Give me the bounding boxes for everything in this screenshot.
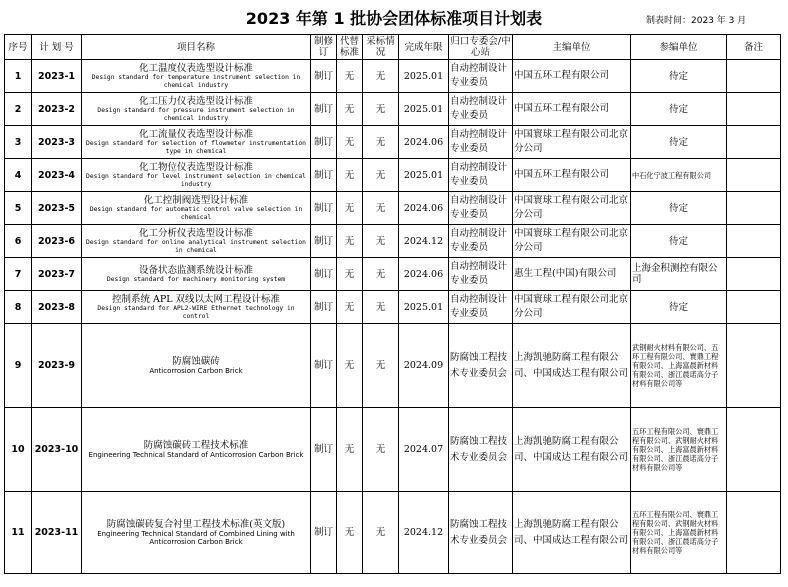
row-type: 制订: [311, 159, 337, 192]
row-replace: 无: [337, 192, 363, 225]
row-adopt: 无: [363, 126, 399, 159]
table-row: [5, 408, 781, 492]
row-chief: 中国五环工程有限公司: [513, 159, 631, 192]
table-header-row: [5, 35, 781, 60]
row-name: [82, 408, 311, 492]
row-plan-no: 2023-4: [32, 159, 82, 192]
row-name-en: Design standard for machinery monitoring system: [106, 275, 286, 283]
row-name-zh: 防腐蚀碳砖复合衬里工程技术标准(英文版): [106, 519, 286, 530]
plan-table: [4, 34, 781, 574]
row-chief: 上海凯驰防腐工程有限公司、中国成达工程有限公司: [513, 492, 631, 574]
row-type: 制订: [311, 60, 337, 93]
row-remark: [727, 324, 781, 408]
row-name-zh: 化工温度仪表选型设计标准: [138, 63, 253, 74]
table-row: [5, 225, 781, 258]
row-chief: 中国寰球工程有限公司北京分公司: [513, 225, 631, 258]
row-chief: 中国寰球工程有限公司北京分公司: [513, 126, 631, 159]
table-row: [5, 93, 781, 126]
table-row: [5, 492, 781, 574]
table-row: [5, 126, 781, 159]
row-committee: 防腐蚀工程技术专业委员会: [449, 324, 513, 408]
row-plan-no: 2023-1: [32, 60, 82, 93]
row-remark: [727, 408, 781, 492]
table-row: [5, 60, 781, 93]
row-name: [82, 291, 311, 324]
row-participants: 待定: [631, 60, 727, 93]
row-name: [82, 492, 311, 574]
row-name: [82, 93, 311, 126]
row-seq: 2: [5, 93, 32, 126]
row-type: 制订: [311, 126, 337, 159]
table-row: [5, 159, 781, 192]
row-participants: 待定: [631, 225, 727, 258]
row-adopt: 无: [363, 60, 399, 93]
row-name-zh: 防腐蚀碳砖工程技术标准: [143, 440, 249, 451]
row-type: 制订: [311, 408, 337, 492]
row-participants: 上海金积测控有限公司: [631, 258, 727, 291]
row-chief: 惠生工程(中国)有限公司: [513, 258, 631, 291]
row-plan-no: 2023-5: [32, 192, 82, 225]
row-name: [82, 126, 311, 159]
row-plan-no: 2023-10: [32, 408, 82, 492]
row-replace: 无: [337, 258, 363, 291]
row-replace: 无: [337, 159, 363, 192]
row-type: 制订: [311, 225, 337, 258]
row-adopt: 无: [363, 192, 399, 225]
row-remark: [727, 192, 781, 225]
row-year: 2024.07: [399, 408, 449, 492]
row-seq: 5: [5, 192, 32, 225]
row-remark: [727, 159, 781, 192]
row-committee: 防腐蚀工程技术专业委员会: [449, 492, 513, 574]
row-plan-no: 2023-3: [32, 126, 82, 159]
row-committee: 自动控制设计专业委员: [449, 192, 513, 225]
row-replace: 无: [337, 324, 363, 408]
row-adopt: 无: [363, 159, 399, 192]
row-committee: 自动控制设计专业委员: [449, 126, 513, 159]
row-name-zh: 防腐蚀碳砖: [172, 356, 220, 367]
row-remark: [727, 291, 781, 324]
row-chief: 中国寰球工程有限公司北京分公司: [513, 291, 631, 324]
row-adopt: 无: [363, 408, 399, 492]
row-replace: 无: [337, 492, 363, 574]
row-plan-no: 2023-2: [32, 93, 82, 126]
row-name-zh: 设备状态监测系统设计标准: [138, 264, 253, 276]
row-name-zh: 控制系统 APL 双线以太网工程设计标准: [111, 294, 281, 305]
row-name: [82, 60, 311, 93]
row-committee: 自动控制设计专业委员: [449, 258, 513, 291]
row-name-en: Design standard for temperature instrument selection in chemical industry: [91, 74, 301, 89]
row-participants: 待定: [631, 291, 727, 324]
row-name: [82, 258, 311, 291]
row-remark: [727, 93, 781, 126]
row-name: [82, 324, 311, 408]
table-row: [5, 258, 781, 291]
row-committee: 自动控制设计专业委员: [449, 93, 513, 126]
row-replace: 无: [337, 126, 363, 159]
row-committee: 自动控制设计专业委员: [449, 291, 513, 324]
row-name-zh: 化工压力仪表选型设计标准: [138, 96, 253, 107]
row-name-en: Design standard for selection of flowmeter instrumentation type in chemical: [86, 140, 306, 155]
row-year: 2024.12: [399, 225, 449, 258]
row-adopt: 无: [363, 225, 399, 258]
row-seq: 4: [5, 159, 32, 192]
row-participants: 中石化宁波工程有限公司: [631, 159, 727, 192]
row-seq: 6: [5, 225, 32, 258]
row-year: 2025.01: [399, 93, 449, 126]
header-chief: 主编单位: [513, 35, 631, 60]
row-name-en: Engineering Technical Standard of Combined Lining with Anticorrosion Carbon Brick: [97, 530, 295, 546]
row-participants: 待定: [631, 93, 727, 126]
row-seq: 11: [5, 492, 32, 574]
row-year: 2024.06: [399, 258, 449, 291]
row-year: 2024.06: [399, 126, 449, 159]
row-year: 2024.09: [399, 324, 449, 408]
row-seq: 1: [5, 60, 32, 93]
row-adopt: 无: [363, 324, 399, 408]
row-name-en: Design standard for pressure instrument selection in chemical industry: [97, 107, 295, 122]
row-plan-no: 2023-6: [32, 225, 82, 258]
row-adopt: 无: [363, 93, 399, 126]
row-replace: 无: [337, 225, 363, 258]
row-type: 制订: [311, 291, 337, 324]
row-year: 2025.01: [399, 291, 449, 324]
row-remark: [727, 225, 781, 258]
row-plan-no: 2023-7: [32, 258, 82, 291]
row-year: 2024.12: [399, 492, 449, 574]
header-type: 制修订: [311, 35, 337, 60]
row-plan-no: 2023-8: [32, 291, 82, 324]
table-row: [5, 192, 781, 225]
header-participants: 参编单位: [631, 35, 727, 60]
table-body: [5, 60, 781, 574]
row-adopt: 无: [363, 492, 399, 574]
row-type: 制订: [311, 492, 337, 574]
row-remark: [727, 258, 781, 291]
row-committee: 自动控制设计专业委员: [449, 225, 513, 258]
row-participants: 五环工程有限公司、寰鼎工程有限公司、武钢耐火材料有限公司、上海富晨新材料有限公司、浙江晨诺高分子材料有限公司等: [631, 492, 727, 574]
row-chief: 中国五环工程有限公司: [513, 60, 631, 93]
row-name-en: Design standard for APL2-WIRE Ethernet technology in control: [97, 305, 295, 320]
row-committee: 自动控制设计专业委员: [449, 159, 513, 192]
row-participants: 待定: [631, 126, 727, 159]
row-participants: 待定: [631, 192, 727, 225]
header-seq: 序号: [5, 35, 32, 60]
row-name-en: Anticorrosion Carbon Brick: [149, 367, 243, 375]
row-replace: 无: [337, 60, 363, 93]
row-name-en: Engineering Technical Standard of Anticorrosion Carbon Brick: [88, 451, 304, 459]
row-chief: 中国寰球工程有限公司北京分公司: [513, 192, 631, 225]
row-name-en: Design standard for online analytical instrument selection in chemical: [86, 239, 306, 254]
row-plan-no: 2023-9: [32, 324, 82, 408]
row-committee: 防腐蚀工程技术专业委员会: [449, 408, 513, 492]
row-adopt: 无: [363, 291, 399, 324]
row-year: 2025.01: [399, 159, 449, 192]
row-chief: 中国五环工程有限公司: [513, 93, 631, 126]
row-name: [82, 192, 311, 225]
row-remark: [727, 60, 781, 93]
row-remark: [727, 126, 781, 159]
page-title: 2023 年第 1 批协会团体标准项目计划表: [245, 9, 543, 28]
row-committee: 自动控制设计专业委员: [449, 60, 513, 93]
row-replace: 无: [337, 93, 363, 126]
row-plan-no: 2023-11: [32, 492, 82, 574]
row-seq: 9: [5, 324, 32, 408]
row-adopt: 无: [363, 258, 399, 291]
row-seq: 8: [5, 291, 32, 324]
header-committee: 归口专委会/中心站: [450, 36, 511, 58]
row-chief: 上海凯驰防腐工程有限公司、中国成达工程有限公司: [513, 408, 631, 492]
table-row: [5, 291, 781, 324]
row-type: 制订: [311, 93, 337, 126]
row-name-zh: 化工物位仪表选型设计标准: [138, 162, 253, 173]
row-chief: 上海凯驰防腐工程有限公司、中国成达工程有限公司: [513, 324, 631, 408]
header-adopt: 采标情况: [363, 35, 399, 60]
row-seq: 7: [5, 258, 32, 291]
row-name: [82, 225, 311, 258]
row-participants: 五环工程有限公司、寰鼎工程有限公司、武钢耐火材料有限公司、上海富晨新材料有限公司、浙江晨诺高分子材料有限公司等: [631, 408, 727, 492]
row-year: 2025.01: [399, 60, 449, 93]
row-seq: 3: [5, 126, 32, 159]
row-name-zh: 化工分析仪表选型设计标准: [138, 228, 253, 239]
header-name: 项目名称: [82, 35, 311, 60]
row-replace: 无: [337, 408, 363, 492]
row-replace: 无: [337, 291, 363, 324]
row-type: 制订: [311, 324, 337, 408]
header-plan-no: 计 划 号: [32, 35, 82, 60]
table-row: [5, 324, 781, 408]
row-name-zh: 化工控制阀选型设计标准: [143, 195, 249, 206]
made-time: 制表时间：2023 年 3 月: [646, 16, 747, 26]
row-name-en: Design standard for automatic control valve selection in chemical: [89, 206, 303, 221]
header-year: 完成年限: [399, 35, 449, 60]
row-type: 制订: [311, 192, 337, 225]
row-participants: 武钢耐火材料有限公司、五环工程有限公司、寰鼎工程有限公司、上海富晨新材料有限公司、浙江晨诺高分子材料有限公司等: [631, 324, 727, 408]
row-type: 制订: [311, 258, 337, 291]
header-remark: 备注: [727, 35, 781, 60]
row-name-en: Design standard for level instrument selection in chemical industry: [86, 173, 306, 188]
row-seq: 10: [5, 408, 32, 492]
row-name-zh: 化工流量仪表选型设计标准: [138, 129, 253, 140]
row-remark: [727, 492, 781, 574]
row-name: [82, 159, 311, 192]
row-year: 2024.06: [399, 192, 449, 225]
header-replace: 代替标准: [337, 35, 363, 60]
